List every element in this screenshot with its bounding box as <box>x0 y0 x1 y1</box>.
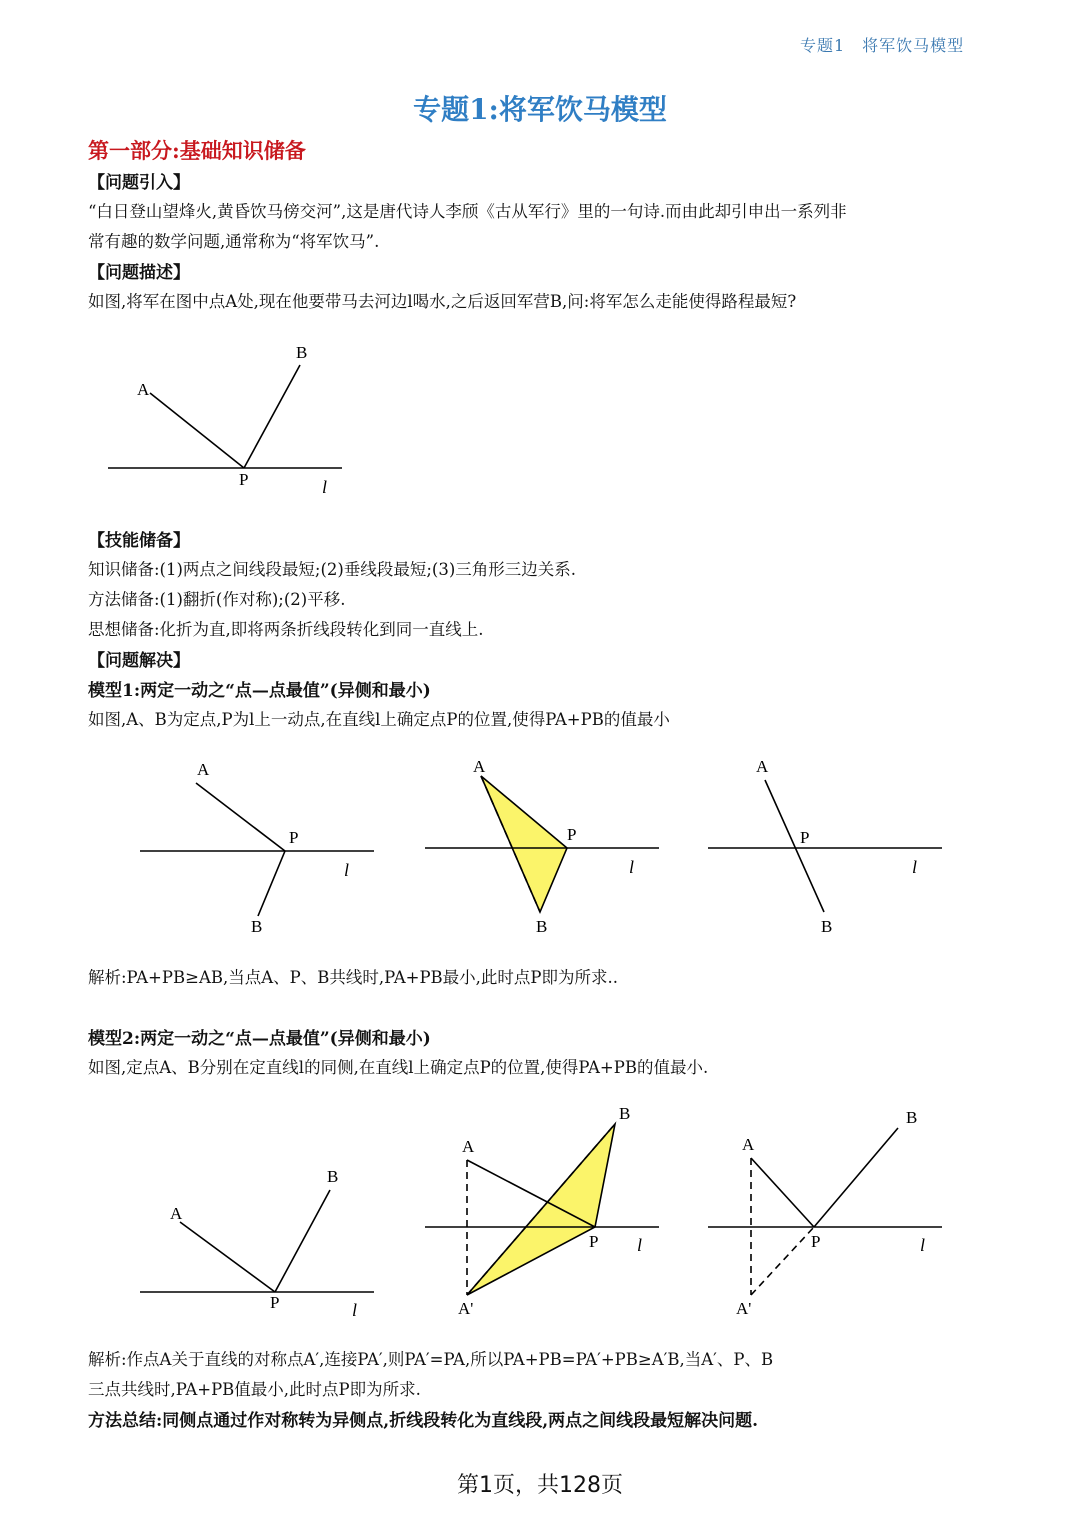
segment-ap <box>150 393 244 468</box>
segment-a-prime-p-dashed <box>751 1227 814 1295</box>
label-a: A <box>462 1137 475 1156</box>
figure-problem <box>100 335 360 500</box>
label-b: B <box>906 1108 918 1127</box>
label-l: l <box>344 860 350 880</box>
figure-model1-c <box>698 752 958 942</box>
label-a-prime: A' <box>736 1299 752 1318</box>
segment-ap <box>196 783 285 851</box>
label-b: B <box>619 1104 631 1123</box>
label-b: B <box>536 917 548 936</box>
label-a: A <box>170 1204 183 1223</box>
model1-analysis: 解析:PA+PB≥AB,当点A、P、B共线时,PA+PB最小,此时点P即为所求.. <box>88 968 619 987</box>
label-l: l <box>920 1235 926 1255</box>
label-p: P <box>289 828 299 847</box>
label-l: l <box>629 857 635 877</box>
label-p: P <box>800 828 810 847</box>
segment-pb <box>275 1190 330 1292</box>
running-header: 专题1 将军饮马模型 <box>800 36 965 55</box>
page-footer: 第1页，共128页 <box>457 1473 623 1498</box>
method-summary: 方法总结:同侧点通过作对称转为异侧点,折线段转化为直线段,两点之间线段最短解决问题. <box>88 1411 759 1431</box>
label-p: P <box>239 470 249 489</box>
label-l: l <box>322 477 328 497</box>
segment-pb <box>244 365 300 468</box>
description-text: 如图,将军在图中点A处,现在他要带马去河边l喝水,之后返回军营B,问:将军怎么走能使得路程最短? <box>88 292 797 311</box>
intro-heading: 【问题引入】 <box>88 173 190 193</box>
segment-ab <box>765 780 824 912</box>
segment-ap <box>751 1158 814 1227</box>
figure-model2-c <box>698 1100 963 1325</box>
skills-method: 方法储备:(1)翻折(作对称);(2)平移. <box>88 590 346 609</box>
label-b: B <box>251 917 263 936</box>
label-b: B <box>327 1167 339 1186</box>
label-a: A <box>197 760 210 779</box>
label-p: P <box>589 1232 599 1251</box>
label-a: A <box>742 1135 755 1154</box>
segment-ap <box>180 1222 275 1292</box>
label-p: P <box>811 1232 821 1251</box>
label-a: A <box>137 380 150 399</box>
triangle-apb <box>481 776 567 912</box>
skills-heading: 【技能储备】 <box>88 531 190 551</box>
segment-pb <box>258 851 285 916</box>
figure-model2-a <box>130 1160 390 1325</box>
skills-knowledge: 知识储备:(1)两点之间线段最短;(2)垂线段最短;(3)三角形三边关系. <box>88 560 577 579</box>
label-l: l <box>352 1300 358 1320</box>
model1-title: 模型1:两定一动之“点—点最值”(异侧和最小) <box>88 681 431 701</box>
model2-title: 模型2:两定一动之“点—点最值”(异侧和最小) <box>88 1029 431 1049</box>
label-b: B <box>821 917 833 936</box>
intro-line-1: “白日登山望烽火,黄昏饮马傍交河”,这是唐代诗人李颀《古从军行》里的一句诗.而由此却引申出一系列非 <box>88 202 847 221</box>
label-a: A <box>756 757 769 776</box>
label-p: P <box>270 1293 280 1312</box>
model2-desc: 如图,定点A、B分别在定直线l的同侧,在直线l上确定点P的位置,使得PA+PB的值最小. <box>88 1058 709 1077</box>
page-title: 专题1:将军饮马模型 <box>413 93 667 126</box>
model2-analysis-line-2: 三点共线时,PA+PB值最小,此时点P即为所求. <box>88 1380 421 1399</box>
intro-line-2: 常有趣的数学问题,通常称为“将军饮马”. <box>88 232 380 251</box>
part-heading: 第一部分:基础知识储备 <box>88 138 306 163</box>
figure-model1-b <box>415 752 675 942</box>
model2-analysis-line-1: 解析:作点A关于直线的对称点A′,连接PA′,则PA′=PA,所以PA+PB=PA′+PB≥A′B,当A′、P、B <box>88 1350 774 1369</box>
figure-model2-b <box>415 1100 680 1325</box>
label-l: l <box>637 1235 643 1255</box>
skills-thought: 思想储备:化折为直,即将两条折线段转化到同一直线上. <box>88 620 484 639</box>
label-a-prime: A' <box>458 1299 474 1318</box>
solve-heading: 【问题解决】 <box>88 651 190 671</box>
label-a: A <box>473 757 486 776</box>
segment-pb <box>814 1128 898 1227</box>
label-b: B <box>296 343 308 362</box>
model1-desc: 如图,A、B为定点,P为l上一动点,在直线l上确定点P的位置,使得PA+PB的值最小 <box>88 710 670 729</box>
figure-model1-a <box>130 752 390 942</box>
description-heading: 【问题描述】 <box>88 263 190 283</box>
label-p: P <box>567 825 577 844</box>
label-l: l <box>912 857 918 877</box>
